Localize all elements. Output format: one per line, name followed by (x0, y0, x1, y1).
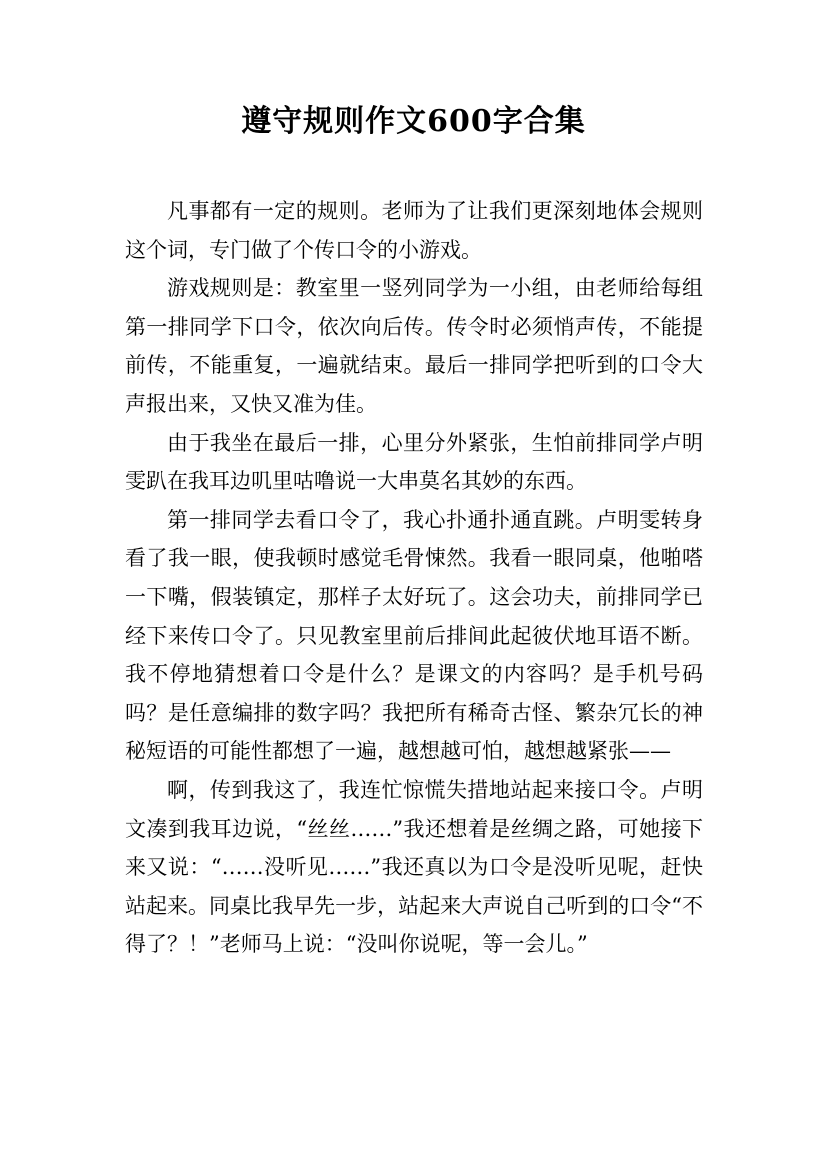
paragraph: 由于我坐在最后一排，心里分外紧张，生怕前排同学卢明雯趴在我耳边叽里咕噜说一大串莫名其妙的东西。 (125, 430, 703, 494)
document-title: 遵守规则作文600字合集 (241, 104, 586, 139)
paragraph: 第一排同学去看口令了，我心扑通扑通直跳。卢明雯转身看了我一眼，使我顿时感觉毛骨悚然。我看一眼同桌，他啪嗒一下嘴，假装镇定，那样子太好玩了。这会功夫，前排同学已经下来传口令了。只见教室里前后排间此起彼伏地耳语不断。我不停地猜想着口令是什么？是课文的内容吗？是手机号码吗？是任意编排的数字吗？我把所有稀奇古怪、繁杂冗长的神秘短语的可能性都想了一遍，越想越可怕，越想越紧张—— (125, 507, 703, 764)
document-body (125, 192, 703, 964)
paragraph: 啊，传到我这了，我连忙惊慌失措地站起来接口令。卢明文凑到我耳边说，“丝丝……”我还想着是丝绸之路，可她接下来又说：“……没听见……”我还真以为口令是没听见呢，赶快站起来。同桌比我早先一步，站起来大声说自己听到的口令“不得了？！”老师马上说：“没叫你说呢，等一会儿。” (125, 777, 703, 957)
paragraph: 凡事都有一定的规则。老师为了让我们更深刻地体会规则这个词，专门做了个传口令的小游戏。 (125, 199, 703, 262)
paragraph: 游戏规则是：教室里一竖列同学为一小组，由老师给每组第一排同学下口令，依次向后传。传令时必须悄声传，不能提前传，不能重复，一遍就结束。最后一排同学把听到的口令大声报出来，又快又准为佳。 (125, 276, 703, 416)
